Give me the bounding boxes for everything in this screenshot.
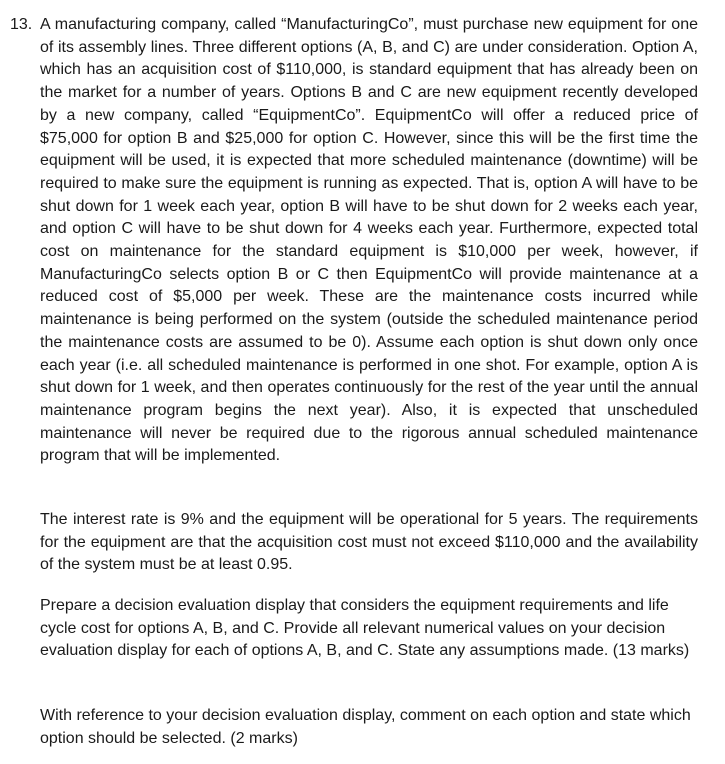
follow-up-question-paragraph: With reference to your decision evaluation display, comment on each option and state which option should be selected. (2 marks)	[40, 707, 691, 747]
problem-statement-paragraph: A manufacturing company, called “ManufacturingCo”, must purchase new equipment for one of its assembly lines. Three different options (A, B, and C) are under consideration. Option A, which has an acquisition cost of $110,000, is standard equipment that has already been on the market for a number of years. Options B and C are new equipment recently developed by a new company, called “EquipmentCo”. EquipmentCo will offer a reduced price of $75,000 for option B and $25,000 for option C. However, since this will be the first time the equipment will be used, it is expected that more scheduled maintenance (downtime) will be required to make sure the equipment is running as expected. That is, option A will have to be shut down for 1 week each year, option B will have to be shut down for 2 weeks each year, and option C will have to be shut down for 4 weeks each year. Furthermore, expected total cost on maintenance for the standard equipment is $10,000 per week, however, if ManufacturingCo selects option B or C then EquipmentCo will provide maintenance at a reduced cost of $5,000 per week. These are the maintenance costs incurred while maintenance is being performed on the system (outside the scheduled maintenance period the maintenance costs are assumed to be 0). Assume each option is shut down only once each year (i.e. all scheduled maintenance is performed in one shot. For example, option A is shut down for 1 week, and then operates continuously for the rest of the year until the annual maintenance program begins the next year). Also, it is expected that unscheduled maintenance will never be required due to the rigorous annual scheduled maintenance program that will be implemented.	[40, 16, 698, 465]
requirements-paragraph: The interest rate is 9% and the equipment will be operational for 5 years. The requirements for the equipment are that the acquisition cost must not exceed $110,000 and the availability of the system must be at least 0.95.	[40, 511, 698, 574]
task-instructions-paragraph: Prepare a decision evaluation display that considers the equipment requirements and life cycle cost for options A, B, and C. Provide all relevant numerical values on your decision evaluation display for each of options A, B, and C. State any assumptions made. (13 marks)	[40, 597, 690, 660]
question-number: 13.	[10, 16, 33, 33]
